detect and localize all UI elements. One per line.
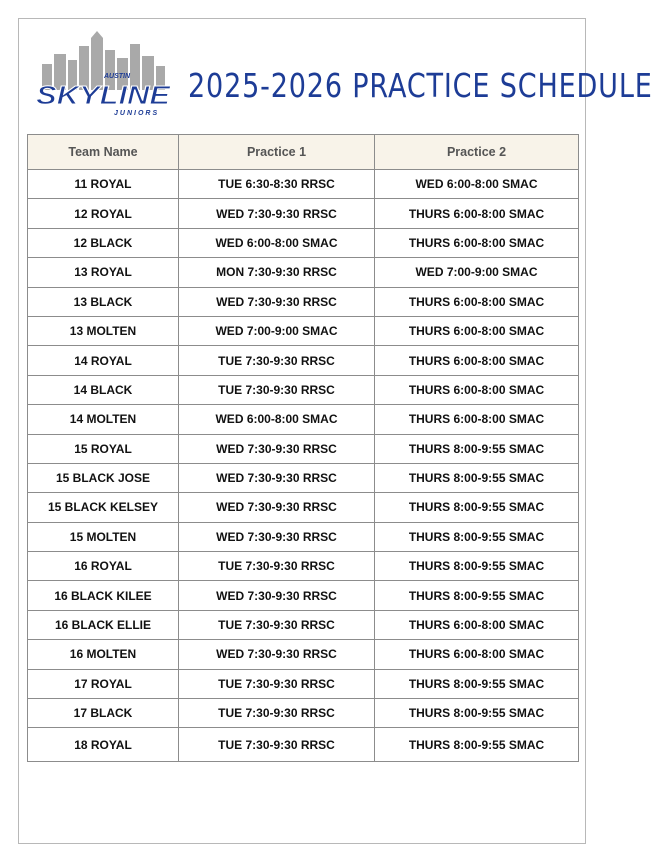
team-name-cell: 16 BLACK ELLIE bbox=[28, 610, 179, 639]
practice-2-cell: WED 6:00-8:00 SMAC bbox=[375, 170, 579, 199]
practice-1-cell: TUE 7:30-9:30 RRSC bbox=[179, 375, 375, 404]
practice-2-cell: THURS 8:00-9:55 SMAC bbox=[375, 669, 579, 698]
table-row bbox=[28, 522, 579, 551]
logo-top-text: AUSTIN bbox=[104, 73, 131, 80]
team-name-cell: 15 MOLTEN bbox=[28, 522, 179, 551]
practice-1-cell: WED 7:30-9:30 RRSC bbox=[179, 199, 375, 228]
practice-1-cell: TUE 7:30-9:30 RRSC bbox=[179, 669, 375, 698]
practice-2-cell: THURS 6:00-8:00 SMAC bbox=[375, 199, 579, 228]
logo-main-text: SKYLINE bbox=[36, 80, 171, 110]
practice-2-cell: THURS 6:00-8:00 SMAC bbox=[375, 610, 579, 639]
team-name-cell: 16 MOLTEN bbox=[28, 640, 179, 669]
table-row bbox=[28, 669, 579, 698]
page-title: 2025-2026 PRACTICE SCHEDULE bbox=[188, 66, 653, 105]
practice-2-cell: THURS 8:00-9:55 SMAC bbox=[375, 522, 579, 551]
team-name-cell: 17 BLACK bbox=[28, 699, 179, 728]
practice-1-cell: WED 7:00-9:00 SMAC bbox=[179, 316, 375, 345]
team-name-cell: 18 ROYAL bbox=[28, 728, 179, 762]
practice-1-cell: WED 7:30-9:30 RRSC bbox=[179, 493, 375, 522]
table-row bbox=[28, 346, 579, 375]
practice-2-cell: THURS 6:00-8:00 SMAC bbox=[375, 316, 579, 345]
table-row bbox=[28, 699, 579, 728]
team-name-cell: 15 BLACK KELSEY bbox=[28, 493, 179, 522]
practice-1-cell: WED 7:30-9:30 RRSC bbox=[179, 287, 375, 316]
table-row bbox=[28, 287, 579, 316]
practice-1-cell: TUE 7:30-9:30 RRSC bbox=[179, 699, 375, 728]
practice-2-cell: THURS 6:00-8:00 SMAC bbox=[375, 405, 579, 434]
table-row bbox=[28, 434, 579, 463]
practice-1-cell: TUE 7:30-9:30 RRSC bbox=[179, 346, 375, 375]
practice-1-cell: TUE 6:30-8:30 RRSC bbox=[179, 170, 375, 199]
practice-1-cell: WED 6:00-8:00 SMAC bbox=[179, 405, 375, 434]
team-name-cell: 13 BLACK bbox=[28, 287, 179, 316]
practice-1-cell: TUE 7:30-9:30 RRSC bbox=[179, 552, 375, 581]
table-header-row bbox=[28, 135, 579, 170]
practice-schedule-table bbox=[27, 134, 579, 762]
practice-1-cell: MON 7:30-9:30 RRSC bbox=[179, 258, 375, 287]
table-row bbox=[28, 610, 579, 639]
team-name-cell: 11 ROYAL bbox=[28, 170, 179, 199]
team-name-cell: 14 ROYAL bbox=[28, 346, 179, 375]
table-row bbox=[28, 199, 579, 228]
practice-2-cell: THURS 6:00-8:00 SMAC bbox=[375, 375, 579, 404]
team-name-cell: 16 BLACK KILEE bbox=[28, 581, 179, 610]
practice-1-cell: TUE 7:30-9:30 RRSC bbox=[179, 728, 375, 762]
table-row bbox=[28, 552, 579, 581]
table-row bbox=[28, 463, 579, 492]
team-name-cell: 14 BLACK bbox=[28, 375, 179, 404]
table-row bbox=[28, 581, 579, 610]
team-name-cell: 12 ROYAL bbox=[28, 199, 179, 228]
practice-1-cell: WED 7:30-9:30 RRSC bbox=[179, 581, 375, 610]
table-row bbox=[28, 640, 579, 669]
table-row bbox=[28, 728, 579, 762]
team-name-cell: 16 ROYAL bbox=[28, 552, 179, 581]
practice-1-cell: WED 7:30-9:30 RRSC bbox=[179, 434, 375, 463]
table-row bbox=[28, 493, 579, 522]
practice-2-cell: THURS 8:00-9:55 SMAC bbox=[375, 493, 579, 522]
skyline-logo bbox=[34, 30, 172, 120]
table-row bbox=[28, 170, 579, 199]
team-name-cell: 12 BLACK bbox=[28, 228, 179, 257]
team-name-cell: 17 ROYAL bbox=[28, 669, 179, 698]
practice-2-cell: THURS 6:00-8:00 SMAC bbox=[375, 228, 579, 257]
practice-2-cell: THURS 6:00-8:00 SMAC bbox=[375, 640, 579, 669]
logo-bottom-text: JUNIORS bbox=[114, 110, 160, 117]
practice-1-cell: WED 7:30-9:30 RRSC bbox=[179, 640, 375, 669]
practice-1-cell: WED 7:30-9:30 RRSC bbox=[179, 463, 375, 492]
practice-2-cell: WED 7:00-9:00 SMAC bbox=[375, 258, 579, 287]
practice-2-cell: THURS 8:00-9:55 SMAC bbox=[375, 728, 579, 762]
practice-2-cell: THURS 8:00-9:55 SMAC bbox=[375, 699, 579, 728]
practice-2-cell: THURS 6:00-8:00 SMAC bbox=[375, 287, 579, 316]
team-name-cell: 15 BLACK JOSE bbox=[28, 463, 179, 492]
practice-1-cell: WED 7:30-9:30 RRSC bbox=[179, 522, 375, 551]
header-practice-2: Practice 2 bbox=[375, 135, 579, 170]
practice-1-cell: TUE 7:30-9:30 RRSC bbox=[179, 610, 375, 639]
practice-2-cell: THURS 8:00-9:55 SMAC bbox=[375, 434, 579, 463]
header-practice-1: Practice 1 bbox=[179, 135, 375, 170]
table-row bbox=[28, 258, 579, 287]
team-name-cell: 13 MOLTEN bbox=[28, 316, 179, 345]
header-team-name: Team Name bbox=[28, 135, 179, 170]
practice-2-cell: THURS 8:00-9:55 SMAC bbox=[375, 463, 579, 492]
practice-2-cell: THURS 8:00-9:55 SMAC bbox=[375, 581, 579, 610]
team-name-cell: 14 MOLTEN bbox=[28, 405, 179, 434]
table-row bbox=[28, 228, 579, 257]
practice-2-cell: THURS 8:00-9:55 SMAC bbox=[375, 552, 579, 581]
table-row bbox=[28, 375, 579, 404]
practice-2-cell: THURS 6:00-8:00 SMAC bbox=[375, 346, 579, 375]
table-row bbox=[28, 316, 579, 345]
table-row bbox=[28, 405, 579, 434]
team-name-cell: 15 ROYAL bbox=[28, 434, 179, 463]
team-name-cell: 13 ROYAL bbox=[28, 258, 179, 287]
practice-1-cell: WED 6:00-8:00 SMAC bbox=[179, 228, 375, 257]
